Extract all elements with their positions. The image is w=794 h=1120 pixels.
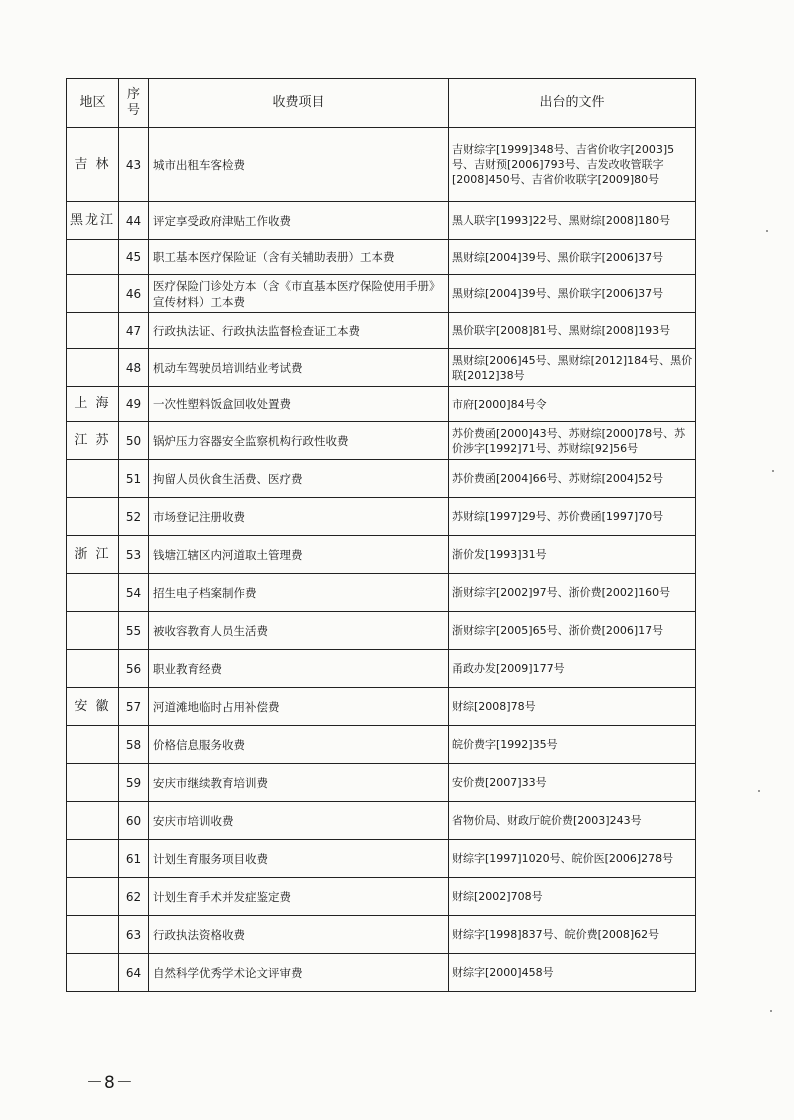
number-cell: 49	[119, 387, 149, 422]
region-cell	[67, 275, 119, 313]
region-cell	[67, 764, 119, 802]
table-row	[67, 954, 696, 992]
number-cell: 53	[119, 536, 149, 574]
document-cell: 财综字[1997]1020号、皖价医[2006]278号	[449, 840, 696, 878]
document-cell: 黑人联字[1993]22号、黑财综[2008]180号	[449, 202, 696, 240]
number-cell: 47	[119, 313, 149, 349]
number-cell: 61	[119, 840, 149, 878]
item-cell: 河道滩地临时占用补偿费	[149, 688, 449, 726]
region-cell	[67, 498, 119, 536]
item-cell: 职工基本医疗保险证（含有关辅助表册）工本费	[149, 240, 449, 275]
number-cell: 63	[119, 916, 149, 954]
document-cell: 省物价局、财政厅皖价费[2003]243号	[449, 802, 696, 840]
region-cell	[67, 313, 119, 349]
table-row	[67, 422, 696, 460]
number-cell: 50	[119, 422, 149, 460]
document-cell: 黑财综[2004]39号、黑价联字[2006]37号	[449, 275, 696, 313]
scan-speck	[770, 1010, 772, 1012]
table-header-row	[67, 79, 696, 128]
table-row	[67, 313, 696, 349]
item-cell: 拘留人员伙食生活费、医疗费	[149, 460, 449, 498]
document-cell: 浙价发[1993]31号	[449, 536, 696, 574]
number-cell: 55	[119, 612, 149, 650]
item-cell: 安庆市培训收费	[149, 802, 449, 840]
document-cell: 浙财综字[2005]65号、浙价费[2006]17号	[449, 612, 696, 650]
table-row	[67, 916, 696, 954]
item-cell: 机动车驾驶员培训结业考试费	[149, 349, 449, 387]
number-cell: 56	[119, 650, 149, 688]
item-cell: 职业教育经费	[149, 650, 449, 688]
region-cell: 安 徽	[67, 688, 119, 726]
scan-speck	[772, 470, 774, 472]
item-cell: 城市出租车客检费	[149, 128, 449, 202]
region-cell: 上 海	[67, 387, 119, 422]
document-cell: 黑财综[2004]39号、黑价联字[2006]37号	[449, 240, 696, 275]
document-cell: 苏价费函[2004]66号、苏财综[2004]52号	[449, 460, 696, 498]
header-doc: 出台的文件	[449, 79, 696, 128]
table-row	[67, 275, 696, 313]
item-cell: 锅炉压力容器安全监察机构行政性收费	[149, 422, 449, 460]
item-cell: 医疗保险门诊处方本（含《市直基本医疗保险使用手册》宣传材料）工本费	[149, 275, 449, 313]
item-cell: 行政执法资格收费	[149, 916, 449, 954]
table-row	[67, 688, 696, 726]
number-cell: 57	[119, 688, 149, 726]
document-cell: 苏价费函[2000]43号、苏财综[2000]78号、苏价涉字[1992]71号、苏财综[92]56号	[449, 422, 696, 460]
table-row	[67, 612, 696, 650]
scan-speck	[766, 230, 768, 232]
number-cell: 46	[119, 275, 149, 313]
document-cell: 财综[2002]708号	[449, 878, 696, 916]
document-cell: 浙财综字[2002]97号、浙价费[2002]160号	[449, 574, 696, 612]
region-cell: 江 苏	[67, 422, 119, 460]
header-item: 收费项目	[149, 79, 449, 128]
document-cell: 财综字[1998]837号、皖价费[2008]62号	[449, 916, 696, 954]
document-cell: 黑财综[2006]45号、黑财综[2012]184号、黑价联[2012]38号	[449, 349, 696, 387]
number-cell: 45	[119, 240, 149, 275]
region-cell: 浙 江	[67, 536, 119, 574]
table-body	[67, 128, 696, 992]
item-cell: 计划生育服务项目收费	[149, 840, 449, 878]
header-no: 序号	[119, 79, 149, 128]
number-cell: 44	[119, 202, 149, 240]
document-cell: 黑价联字[2008]81号、黑财综[2008]193号	[449, 313, 696, 349]
region-cell	[67, 240, 119, 275]
document-cell: 吉财综字[1999]348号、吉省价收字[2003]5号、吉财预[2006]793号、吉发改收管联字[2008]450号、吉省价收联字[2009]80号	[449, 128, 696, 202]
table-row	[67, 202, 696, 240]
region-cell	[67, 954, 119, 992]
header-region: 地区	[67, 79, 119, 128]
item-cell: 自然科学优秀学术论文评审费	[149, 954, 449, 992]
table-row	[67, 460, 696, 498]
region-cell	[67, 612, 119, 650]
region-cell	[67, 574, 119, 612]
region-cell: 黑龙江	[67, 202, 119, 240]
item-cell: 价格信息服务收费	[149, 726, 449, 764]
number-cell: 52	[119, 498, 149, 536]
number-cell: 64	[119, 954, 149, 992]
item-cell: 计划生育手术并发症鉴定费	[149, 878, 449, 916]
table-row	[67, 878, 696, 916]
item-cell: 钱塘江辖区内河道取土管理费	[149, 536, 449, 574]
number-cell: 60	[119, 802, 149, 840]
region-cell	[67, 349, 119, 387]
table-row	[67, 802, 696, 840]
item-cell: 招生电子档案制作费	[149, 574, 449, 612]
table-row	[67, 726, 696, 764]
scan-speck	[758, 790, 760, 792]
table-row	[67, 650, 696, 688]
region-cell	[67, 460, 119, 498]
table-row	[67, 240, 696, 275]
region-cell	[67, 840, 119, 878]
document-cell: 财综[2008]78号	[449, 688, 696, 726]
region-cell	[67, 726, 119, 764]
document-cell: 财综字[2000]458号	[449, 954, 696, 992]
item-cell: 被收容教育人员生活费	[149, 612, 449, 650]
region-cell	[67, 878, 119, 916]
document-cell: 皖价费字[1992]35号	[449, 726, 696, 764]
number-cell: 62	[119, 878, 149, 916]
number-cell: 51	[119, 460, 149, 498]
table-row	[67, 387, 696, 422]
document-cell: 甬政办发[2009]177号	[449, 650, 696, 688]
table-row	[67, 764, 696, 802]
region-cell	[67, 916, 119, 954]
number-cell: 43	[119, 128, 149, 202]
item-cell: 评定享受政府津贴工作收费	[149, 202, 449, 240]
item-cell: 行政执法证、行政执法监督检查证工本费	[149, 313, 449, 349]
item-cell: 市场登记注册收费	[149, 498, 449, 536]
document-cell: 安价费[2007]33号	[449, 764, 696, 802]
table-row	[67, 840, 696, 878]
number-cell: 58	[119, 726, 149, 764]
item-cell: 安庆市继续教育培训费	[149, 764, 449, 802]
region-cell	[67, 802, 119, 840]
fee-table	[66, 78, 696, 992]
document-cell: 市府[2000]84号令	[449, 387, 696, 422]
document-cell: 苏财综[1997]29号、苏价费函[1997]70号	[449, 498, 696, 536]
table-row	[67, 128, 696, 202]
region-cell: 吉 林	[67, 128, 119, 202]
table-row	[67, 498, 696, 536]
item-cell: 一次性塑料饭盒回收处置费	[149, 387, 449, 422]
table-row	[67, 574, 696, 612]
table-row	[67, 536, 696, 574]
number-cell: 59	[119, 764, 149, 802]
region-cell	[67, 650, 119, 688]
number-cell: 48	[119, 349, 149, 387]
table-row	[67, 349, 696, 387]
number-cell: 54	[119, 574, 149, 612]
page-number: －8－	[86, 1073, 134, 1093]
